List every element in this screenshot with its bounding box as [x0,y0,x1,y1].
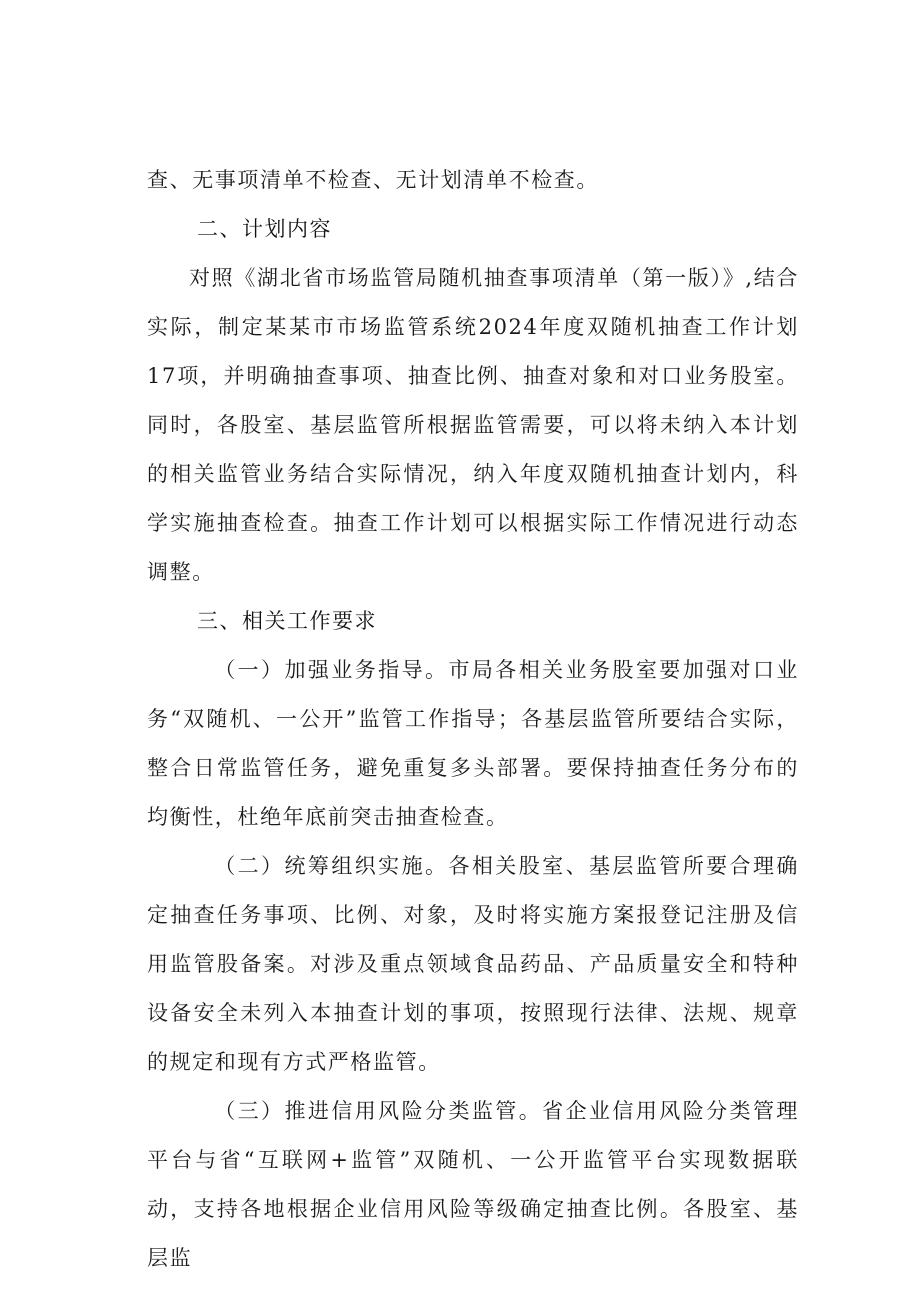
section-3-item-1: （一）加强业务指导。市局各相关业务股室要加强对口业务“双随机、一公开”监管工作指导；各基层监管所要结合实际，整合日常监管任务，避免重复多头部署。要保持抽查任务分布的均衡性，杜绝年底前突击抽查检查。 [147,658,799,829]
continuation-paragraph: 查、无事项清单不检查、无计划清单不检查。 [147,168,599,192]
section-3-item-3: （三）推进信用风险分类监管。省企业信用风险分类管理平台与省“互联网+监管”双随机、一公开监管平台实现数据联动，支持各地根据企业信用风险等级确定抽查比例。各股室、基层监 [147,1099,799,1270]
section-2-heading: 二、计划内容 [197,217,332,241]
document-body [147,156,799,1283]
section-2-paragraph: 对照《湖北省市场监管局随机抽查事项清单（第一版）》,结合实际，制定某某市市场监管系统2024年度双随机抽查工作计划17项，并明确抽查事项、抽查比例、抽查对象和对口业务股室。同时，各股室、基层监管所根据监管需要，可以将未纳入本计划的相关监管业务结合实际情况，纳入年度双随机抽查计划内，科学实施抽查检查。抽查工作计划可以根据实际工作情况进行动态调整。 [147,266,799,584]
section-3-heading: 三、相关工作要求 [197,609,377,633]
section-3-item-2: （二）统筹组织实施。各相关股室、基层监管所要合理确定抽查任务事项、比例、对象，及时将实施方案报登记注册及信用监管股备案。对涉及重点领域食品药品、产品质量安全和特种设备安全未列入本抽查计划的事项，按照现行法律、法规、规章的规定和现有方式严格监管。 [147,854,799,1074]
